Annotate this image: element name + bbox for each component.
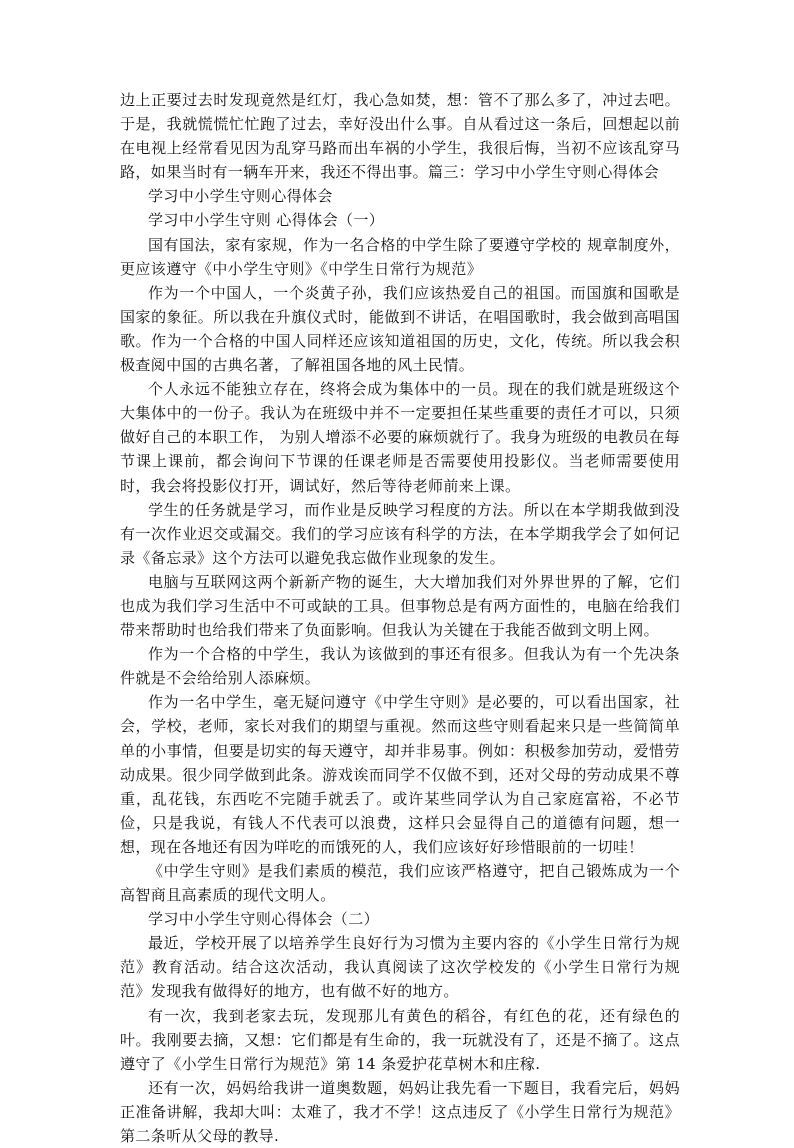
paragraph: 学生的任务就是学习，而作业是反映学习程度的方法。所以在本学期我做到没有一次作业迟交或漏交。我们的学习应该有科学的方法，在本学期我学会了如何记录《备忘录》这个方法可以避免我忘做作业现象的发生。 [120,500,680,567]
paragraph: 电脑与互联网这两个新新产物的诞生，大大增加我们对外界世界的了解，它们也成为我们学习生活中不可或缺的工具。但事物总是有两方面性的，电脑在给我们带来帮助时也给我们带来了负面影响。但我认为关键在于我能否做到文明上网。 [120,572,680,640]
paragraph: 最近，学校开展了以培养学生良好行为习惯为主要内容的《小学生日常行为规范》教育活动。结合这次活动，我认真阅读了这次学校发的《小学生日常行为规范》发现我有做得好的地方，也有做不好的地方。 [120,934,680,1001]
paragraph: 个人永远不能独立存在，终将会成为集体中的一员。现在的我们就是班级这个大集体中的一份子。我认为在班级中并不一定要担任某些重要的责任才可以，只须做好自己的本职工作， 为别人增添不必要的麻烦就行了。我身为班级的电教员在每节课上课前，都会询问下节课的任课老师是否需要使用投影仪。当老师需要使用时，我会将投影仪打开，调试好，然后等待老师前来上课。 [120,380,680,495]
document-page [120,88,680,1148]
paragraph: 国有国法，家有家规，作为一名合格的中学生除了要遵守学校的 规章制度外，更应该遵守《中小学生守则》《中学生日常行为规范》 [120,235,680,278]
paragraph: 还有一次，妈妈给我讲一道奥数题，妈妈让我先看一下题目，我看完后，妈妈正准备讲解，我却大叫：太难了，我才不学！这点违反了《小学生日常行为规范》第二条听从父母的教导. [120,1078,680,1146]
paragraph: 《中学生守则》是我们素质的模范，我们应该严格遵守，把自己锻炼成为一个高智商且高素质的现代文明人。 [120,862,680,905]
subsection-title: 学习中小学生守则心得体会（二） [148,910,380,929]
paragraph: 有一次，我到老家去玩，发现那儿有黄色的稻谷，有红色的花，还有绿色的叶。我刚要去摘，又想：它们都是有生命的，我一玩就没有了，还是不摘了。这点遵守了《小学生日常行为规范》第 14 条爱护花草树木和庄稼. [120,1006,680,1073]
paragraph: 边上正要过去时发现竟然是红灯，我心急如焚，想：管不了那么多了，冲过去吧。于是，我就慌慌忙忙跑了过去，幸好没出什么事。自从看过这一条后，回想起以前在电视上经常看见因为乱穿马路而出车祸的小学生，我很后悔，当初不应该乱穿马路，如果当时有一辆车开来，我还不得出事。篇三：学习中小学生守则心得体会 [120,91,680,182]
paragraph: 作为一名中学生，毫无疑问遵守《中学生守则》是必要的，可以看出国家，社会，学校，老师，家长对我们的期望与重视。然而这些守则看起来只是一些简简单单的小事情，但要是切实的每天遵守，却并非易事。例如：积极参加劳动，爱惜劳动成果。很少同学做到此条。游戏诶而同学不仅做不到，还对父母的劳动成果不尊重，乱花钱，东西吃不完随手就丢了。或许某些同学认为自己家庭富裕，不必节俭，只是我说，有钱人不代表可以浪费，这样只会显得自己的道德有问题，想一想，现在各地还有因为咩吃的而饿死的人，我们应该好好珍惜眼前的一切哇！ [120,693,680,856]
paragraph: 作为一个中国人，一个炎黄子孙，我们应该热爱自己的祖国。而国旗和国歌是国家的象征。所以我在升旗仪式时，能做到不讲话，在唱国歌时，我会做到高唱国歌。作为一个合格的中国人同样还应该知道祖国的历史，文化，传统。所以我会积极查阅中国的古典名著，了解祖国各地的风土民情。 [120,283,680,375]
section-title: 学习中小学生守则心得体会 [148,187,333,206]
paragraph: 作为一个合格的中学生，我认为该做到的事还有很多。但我认为有一个先决条件就是不会给给别人添麻烦。 [120,645,680,688]
subsection-title: 学习中小学生守则 心得体会（一） [148,211,385,230]
